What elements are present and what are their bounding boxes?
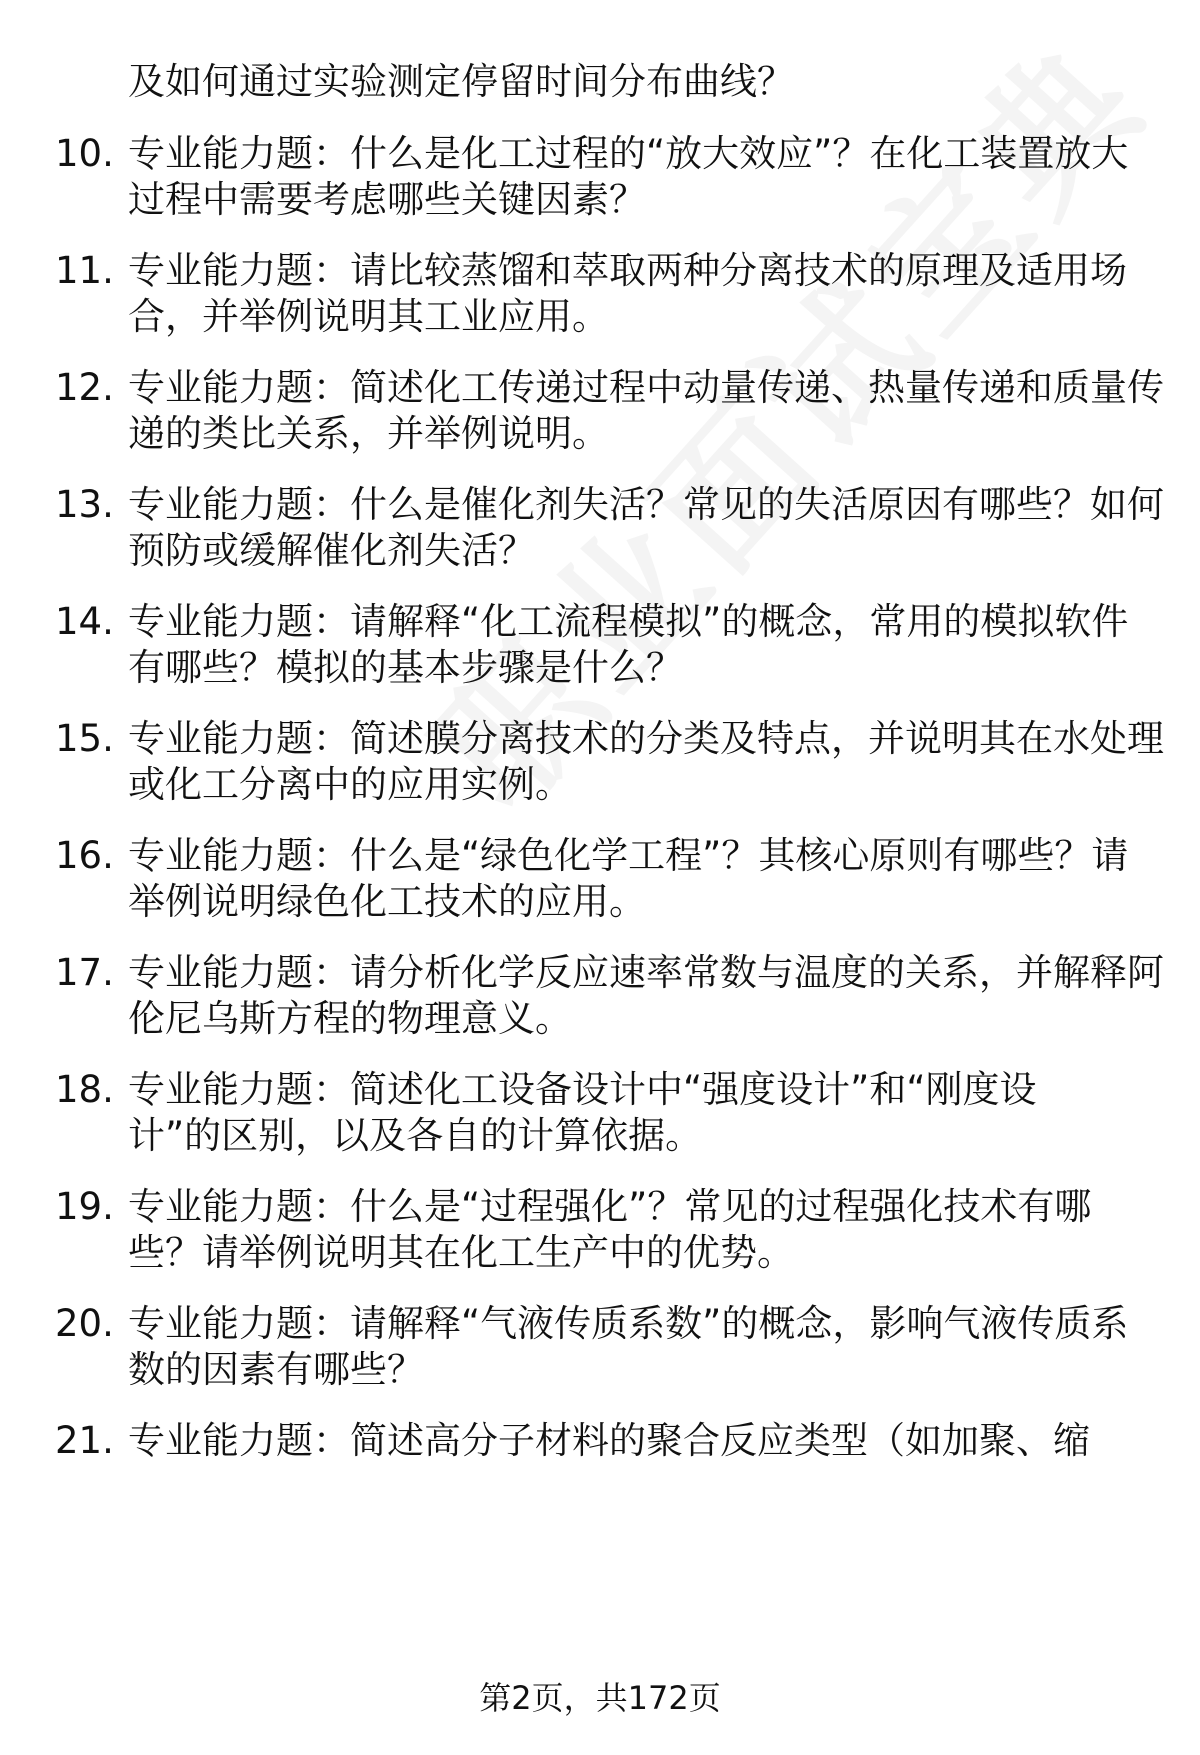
- question-text-line2: 预防或缓解催化剂失活？: [128, 529, 535, 572]
- question-text-line1: 专业能力题：简述化工设备设计中“强度设计”和“刚度设: [128, 1068, 1037, 1111]
- question-text-line1: 专业能力题：请解释“化工流程模拟”的概念，常用的模拟软件: [128, 600, 1129, 643]
- question-number: 13.: [55, 483, 114, 526]
- question-text-line2: 举例说明绿色化工技术的应用。: [128, 880, 646, 923]
- question-text-line2: 有哪些？模拟的基本步骤是什么？: [128, 646, 683, 689]
- question-number: 19.: [55, 1185, 114, 1228]
- question-text-line2: 过程中需要考虑哪些关键因素？: [128, 178, 646, 221]
- question-number: 11.: [55, 249, 114, 292]
- question-number: 21.: [55, 1419, 114, 1462]
- question-number: 14.: [55, 600, 114, 643]
- question-number: 15.: [55, 717, 114, 760]
- question-text-line1: 专业能力题：请比较蒸馏和萃取两种分离技术的原理及适用场: [128, 249, 1127, 292]
- question-text-line2: 伦尼乌斯方程的物理意义。: [128, 997, 572, 1040]
- question-text-line1: 专业能力题：什么是“绿色化学工程”？其核心原则有哪些？请: [128, 834, 1129, 877]
- question-number: 18.: [55, 1068, 114, 1111]
- question-number: 10.: [55, 132, 114, 175]
- continuation-line: 及如何通过实验测定停留时间分布曲线？: [128, 60, 794, 103]
- question-text-line1: 专业能力题：简述高分子材料的聚合反应类型（如加聚、缩: [128, 1419, 1090, 1462]
- question-text-line1: 专业能力题：什么是“过程强化”？常见的过程强化技术有哪: [128, 1185, 1092, 1228]
- question-number: 17.: [55, 951, 114, 994]
- question-text-line2: 合，并举例说明其工业应用。: [128, 295, 609, 338]
- question-text-line1: 专业能力题：请分析化学反应速率常数与温度的关系，并解释阿: [128, 951, 1164, 994]
- question-number: 16.: [55, 834, 114, 877]
- question-text-line2: 计”的区别，以及各自的计算依据。: [128, 1114, 703, 1157]
- question-text-line2: 递的类比关系，并举例说明。: [128, 412, 609, 455]
- question-text-line2: 数的因素有哪些？: [128, 1348, 424, 1391]
- question-text-line2: 或化工分离中的应用实例。: [128, 763, 572, 806]
- question-number: 20.: [55, 1302, 114, 1345]
- question-text-line2: 些？请举例说明其在化工生产中的优势。: [128, 1231, 794, 1274]
- question-text-line1: 专业能力题：什么是催化剂失活？常见的失活原因有哪些？如何: [128, 483, 1164, 526]
- question-text-line1: 专业能力题：简述化工传递过程中动量传递、热量传递和质量传: [128, 366, 1164, 409]
- page-footer: 第2页，共172页: [479, 1679, 721, 1717]
- question-text-line1: 专业能力题：什么是化工过程的“放大效应”？在化工装置放大: [128, 132, 1129, 175]
- question-text-line1: 专业能力题：简述膜分离技术的分类及特点，并说明其在水处理: [128, 717, 1164, 760]
- question-text-line1: 专业能力题：请解释“气液传质系数”的概念，影响气液传质系: [128, 1302, 1129, 1345]
- question-number: 12.: [55, 366, 114, 409]
